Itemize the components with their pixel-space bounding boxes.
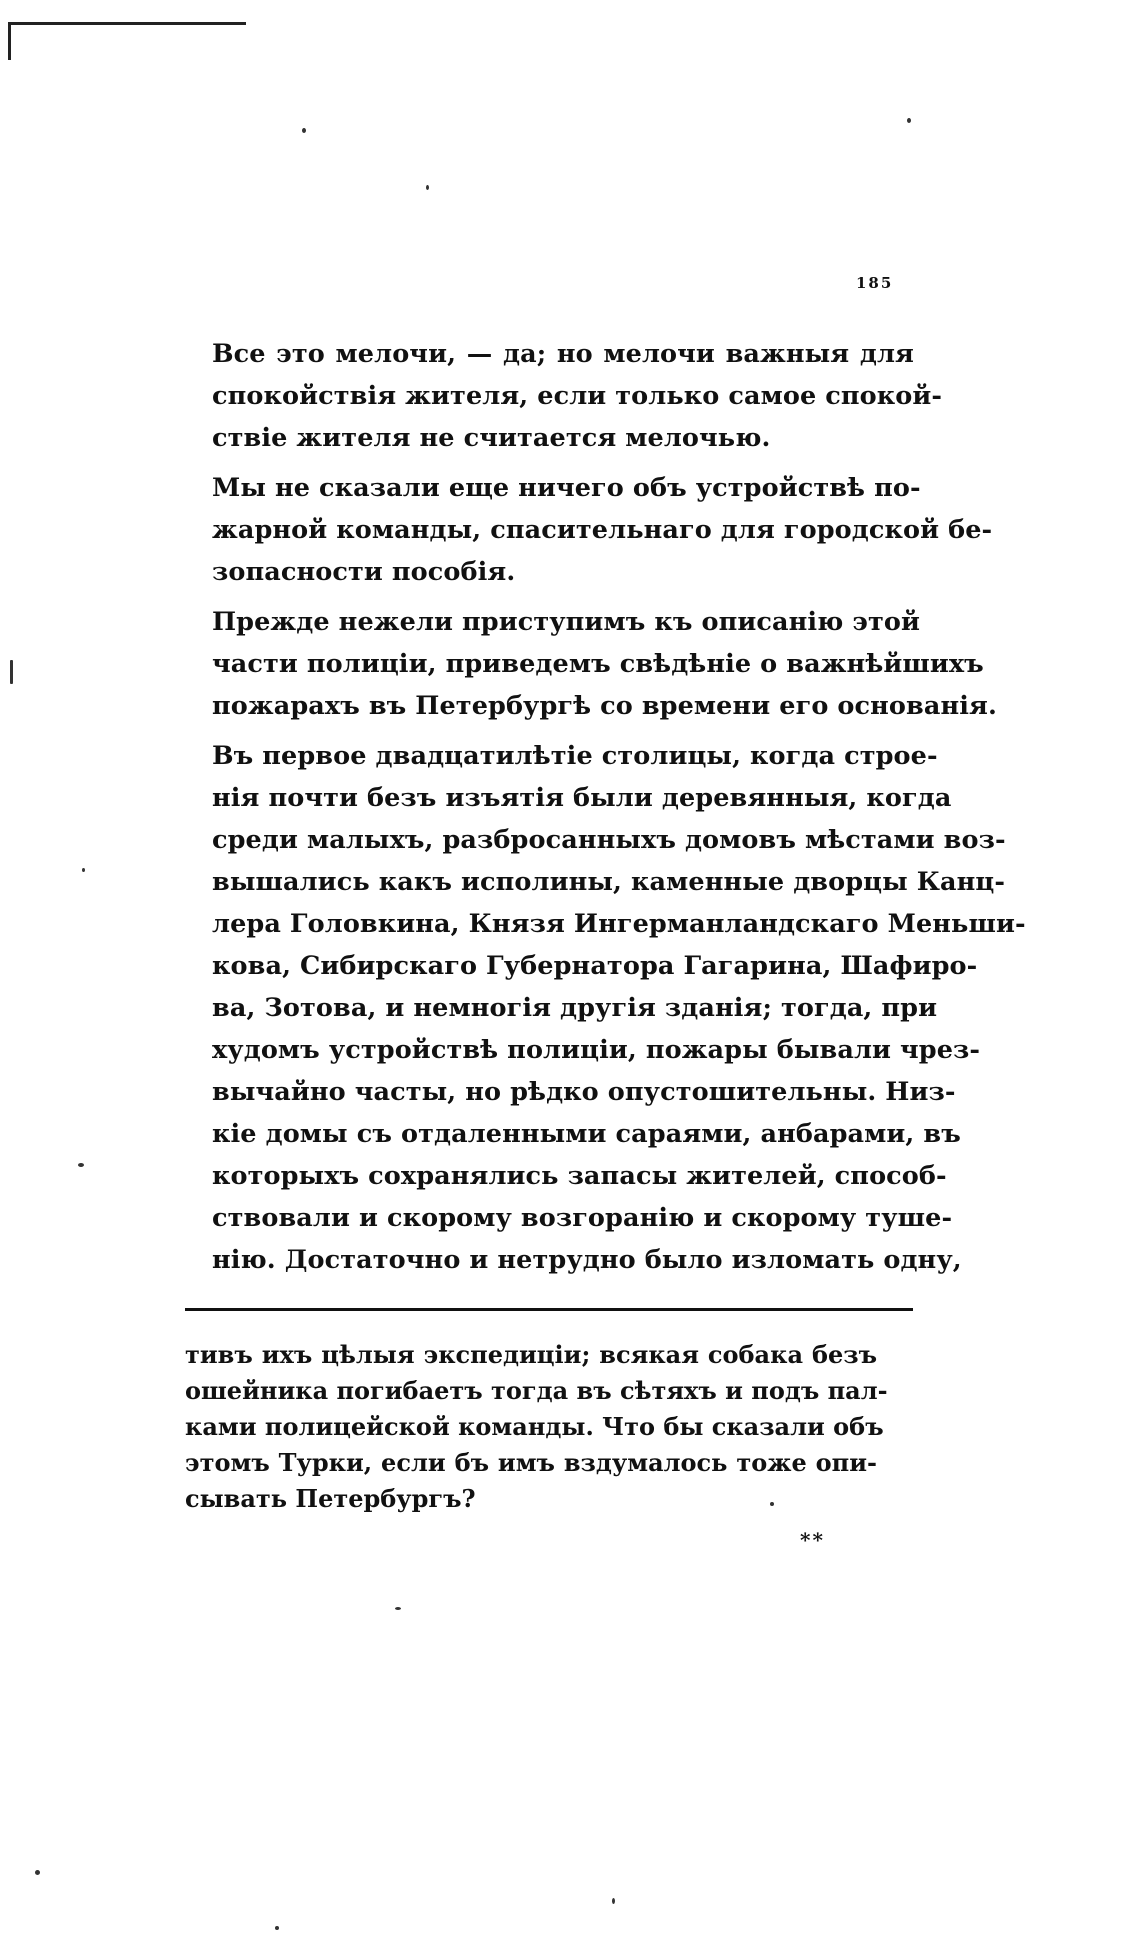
scan-speck: [10, 660, 13, 684]
scan-speck: [35, 1870, 40, 1875]
text-line: лера Головкина, Князя Ингерманландскаго Меньши-: [212, 909, 1026, 939]
page-number: 185: [856, 274, 894, 292]
footnote-divider: [185, 1308, 913, 1311]
text-line: Прежде нежели приступимъ къ описанію этой: [212, 607, 921, 637]
text-line: кіе домы съ отдаленными сараями, анбарами, въ: [212, 1119, 961, 1149]
footnote-line: этомъ Турки, если бъ имъ вздумалось тоже опи-: [185, 1448, 877, 1477]
text-line: части полиціи, приведемъ свѣдѣніе о важнѣйшихъ: [212, 649, 984, 679]
scan-border-top: [8, 22, 246, 25]
text-line: которыхъ сохранялись запасы жителей, способ-: [212, 1161, 947, 1191]
text-line: спокойствія жителя, если только самое спокой-: [212, 381, 943, 411]
text-line: ствовали и скорому возгоранію и скорому туше-: [212, 1203, 953, 1233]
footnote-line: тивъ ихъ цѣлыя экспедиціи; всякая собака безъ: [185, 1340, 877, 1369]
text-line: ва, Зотова, и немногія другія зданія; тогда, при: [212, 993, 938, 1023]
scan-speck: [612, 1898, 615, 1904]
scan-speck: [302, 128, 306, 133]
text-line: Мы не сказали еще ничего объ устройствѣ по-: [212, 473, 921, 503]
scan-speck: [78, 1163, 84, 1167]
footnote-line: ками полицейской команды. Что бы сказали объ: [185, 1412, 884, 1441]
scan-speck: [82, 868, 85, 872]
text-line: нія почти безъ изъятія были деревянныя, когда: [212, 783, 952, 813]
text-line: ствіе жителя не считается мелочью.: [212, 423, 771, 453]
scan-speck: [907, 118, 911, 123]
text-line: Все это мелочи, — да; но мелочи важныя для: [212, 339, 914, 369]
scan-speck: [275, 1926, 279, 1930]
text-line: худомъ устройствѣ полиціи, пожары бывали чрез-: [212, 1035, 981, 1065]
footnote-line: сывать Петербургъ?: [185, 1484, 476, 1513]
footnote: [185, 1337, 888, 1517]
text-line: среди малыхъ, разбросанныхъ домовъ мѣстами воз-: [212, 825, 1006, 855]
scan-border-left: [8, 22, 11, 60]
footnote-line: ошейника погибаетъ тогда въ сѣтяхъ и подъ пал-: [185, 1376, 888, 1405]
main-text: [212, 333, 1026, 1281]
scan-speck: [395, 1607, 401, 1610]
text-line: пожарахъ въ Петербургѣ со времени его основанія.: [212, 691, 997, 721]
text-line: вышались какъ исполины, каменные дворцы Канц-: [212, 867, 1006, 897]
signature-mark: **: [800, 1528, 825, 1552]
text-line: нію. Достаточно и нетрудно было изломать одну,: [212, 1245, 962, 1275]
text-line: Въ первое двадцатилѣтіе столицы, когда строе-: [212, 741, 938, 771]
scan-speck: [426, 185, 429, 190]
text-line: зопасности пособія.: [212, 557, 516, 587]
text-line: кова, Сибирскаго Губернатора Гагарина, Шафиро-: [212, 951, 978, 981]
text-line: жарной команды, спасительнаго для городской бе-: [212, 515, 993, 545]
text-line: вычайно часты, но рѣдко опустошительны. Низ-: [212, 1077, 956, 1107]
